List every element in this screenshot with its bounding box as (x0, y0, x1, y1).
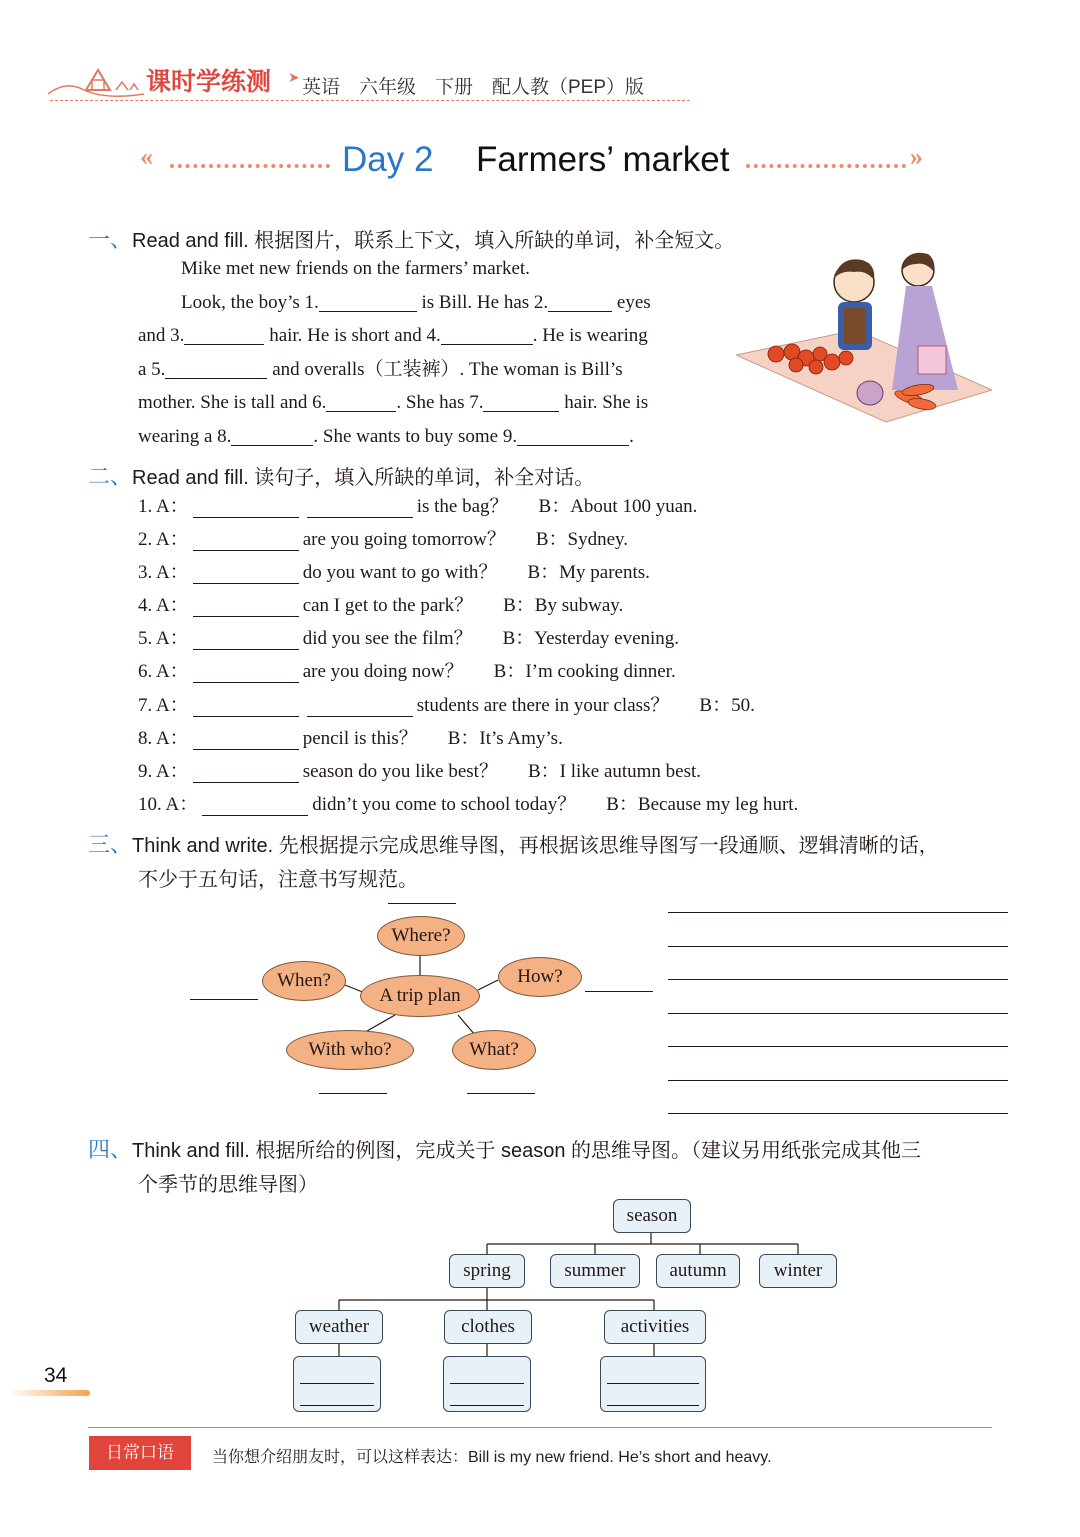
arrow-icon: ➤ (288, 71, 300, 86)
answer-blank[interactable] (307, 495, 413, 518)
section4-heading (88, 1133, 921, 1202)
day-label: Day 2 (342, 140, 434, 179)
page-number-underline (8, 1390, 90, 1396)
footer-tag: 日常口语 (89, 1436, 191, 1470)
blank-7[interactable] (483, 391, 559, 412)
blank-8[interactable] (231, 425, 313, 446)
answer-blank[interactable] (193, 727, 299, 750)
mindmap-node-what: What? (452, 1030, 536, 1070)
answer-line[interactable] (585, 991, 653, 992)
blank-9[interactable] (517, 425, 629, 446)
section-instruction: Think and write. 先根据提示完成思维导图，再根据该思维导图写一段通顺、逻辑清晰的话， (132, 835, 939, 857)
dialogue-item: 2. A： are you going tomorrow？ B：Sydney. (138, 529, 629, 550)
section-instruction: Read and fill. 读句子，填入所缺的单词，补全对话。 (132, 467, 595, 489)
answer-blank[interactable] (193, 561, 299, 584)
section2-heading (88, 460, 594, 491)
section-instruction: 不少于五句话，注意书写规范。 (138, 869, 418, 891)
market-illustration (736, 250, 992, 425)
answer-blank[interactable] (202, 793, 308, 816)
page-title: Farmers’ market (476, 140, 730, 179)
dialogue-item: 8. A： pencil is this？ B：It’s Amy’s. (138, 728, 563, 749)
header-rule (50, 100, 690, 101)
mindmap-node-withwho: With who? (286, 1030, 414, 1070)
blank-4[interactable] (441, 324, 533, 345)
passage-line: and 3. hair. He is short and 4. . He is wearing (138, 325, 648, 346)
dialogue-item: 6. A： are you doing now？ B：I’m cooking dinner. (138, 661, 676, 682)
blank-6[interactable] (326, 391, 396, 412)
double-chevron-left-icon: « (140, 142, 153, 171)
title-dots-left (170, 164, 330, 168)
section-instruction: 个季节的思维导图） (138, 1174, 318, 1196)
section-instruction: Think and fill. 根据所给的例图，完成关于 season 的思维导图。（建议另用纸张完成其他三 (132, 1140, 922, 1162)
dialogue-item: 5. A： did you see the film？ B：Yesterday evening. (138, 628, 680, 649)
answer-box-weather[interactable] (293, 1356, 381, 1412)
answer-blank[interactable] (193, 594, 299, 617)
section-number: 四、 (88, 1137, 133, 1162)
tree-node-winter: winter (759, 1254, 837, 1288)
title-bar (140, 138, 940, 188)
footer-rule (88, 1427, 992, 1428)
mindmap-node-how: How? (498, 957, 582, 997)
dialogue-item: 1. A： is the bag？ B：About 100 yuan. (138, 496, 698, 517)
blank-1[interactable] (319, 291, 417, 312)
section-number: 一、 (88, 227, 133, 252)
title-dots-right (746, 164, 906, 168)
answer-blank[interactable] (193, 528, 299, 551)
passage-line: Mike met new friends on the farmers’ market. (181, 258, 530, 279)
blank-3[interactable] (184, 324, 264, 345)
tree-node-weather: weather (295, 1310, 383, 1344)
footer-text: 当你想介绍朋友时，可以这样表达：Bill is my new friend. He’s short and heavy. (212, 1449, 772, 1466)
header (40, 58, 700, 108)
answer-line[interactable] (388, 903, 456, 904)
passage-line: a 5. and overalls（工装裤）. The woman is Bill’s (138, 358, 623, 380)
tree-node-summer: summer (550, 1254, 640, 1288)
book-subtitle: 英语 六年级 下册 配人教（PEP）版 (302, 77, 645, 98)
dialogue-item: 4. A： can I get to the park？ B：By subway. (138, 595, 624, 616)
double-chevron-right-icon: » (910, 142, 923, 171)
blank-2[interactable] (548, 291, 612, 312)
dialogue-item: 7. A： students are there in your class？ B：50. (138, 695, 755, 716)
answer-box-activities[interactable] (600, 1356, 706, 1412)
answer-blank[interactable] (193, 660, 299, 683)
answer-blank[interactable] (193, 627, 299, 650)
tree-node-spring: spring (449, 1254, 525, 1288)
dialogue-item: 10. A： didn’t you come to school today？ B：Because my leg hurt. (138, 794, 799, 815)
section-number: 二、 (88, 464, 133, 489)
answer-line[interactable] (467, 1093, 535, 1094)
house-logo-icon (46, 60, 146, 102)
answer-blank[interactable] (193, 694, 299, 717)
passage-line: Look, the boy’s 1. is Bill. He has 2. eyes (181, 291, 651, 313)
dialogue-item: 9. A： season do you like best？ B：I like autumn best. (138, 761, 702, 782)
blank-5[interactable] (165, 358, 267, 379)
passage-line: wearing a 8. . She wants to buy some 9. . (138, 425, 634, 447)
section3-heading (88, 828, 939, 897)
mindmap-node-where: Where? (377, 916, 465, 956)
answer-line[interactable] (190, 999, 258, 1000)
section1-passage (138, 252, 718, 453)
answer-box-clothes[interactable] (443, 1356, 531, 1412)
mindmap-node-center: A trip plan (360, 975, 480, 1017)
series-title: 课时学练测 (146, 68, 272, 96)
answer-line[interactable] (319, 1093, 387, 1094)
tree-node-season: season (613, 1199, 691, 1233)
passage-line: mother. She is tall and 6. . She has 7. hair. She is (138, 392, 649, 413)
dialogue-item: 3. A： do you want to go with？ B：My parents. (138, 562, 650, 583)
answer-blank[interactable] (193, 495, 299, 518)
tree-node-clothes: clothes (444, 1310, 532, 1344)
mindmap-node-when: When? (262, 961, 346, 1001)
writing-lines[interactable] (668, 912, 1008, 1116)
tree-node-autumn: autumn (656, 1254, 740, 1288)
section-number: 三、 (88, 832, 133, 857)
section1-heading (88, 223, 734, 254)
page-number: 34 (44, 1364, 68, 1387)
answer-blank[interactable] (193, 760, 299, 783)
tree-node-activities: activities (604, 1310, 706, 1344)
answer-blank[interactable] (307, 694, 413, 717)
section-instruction: Read and fill. 根据图片，联系上下文，填入所缺的单词，补全短文。 (132, 230, 735, 252)
